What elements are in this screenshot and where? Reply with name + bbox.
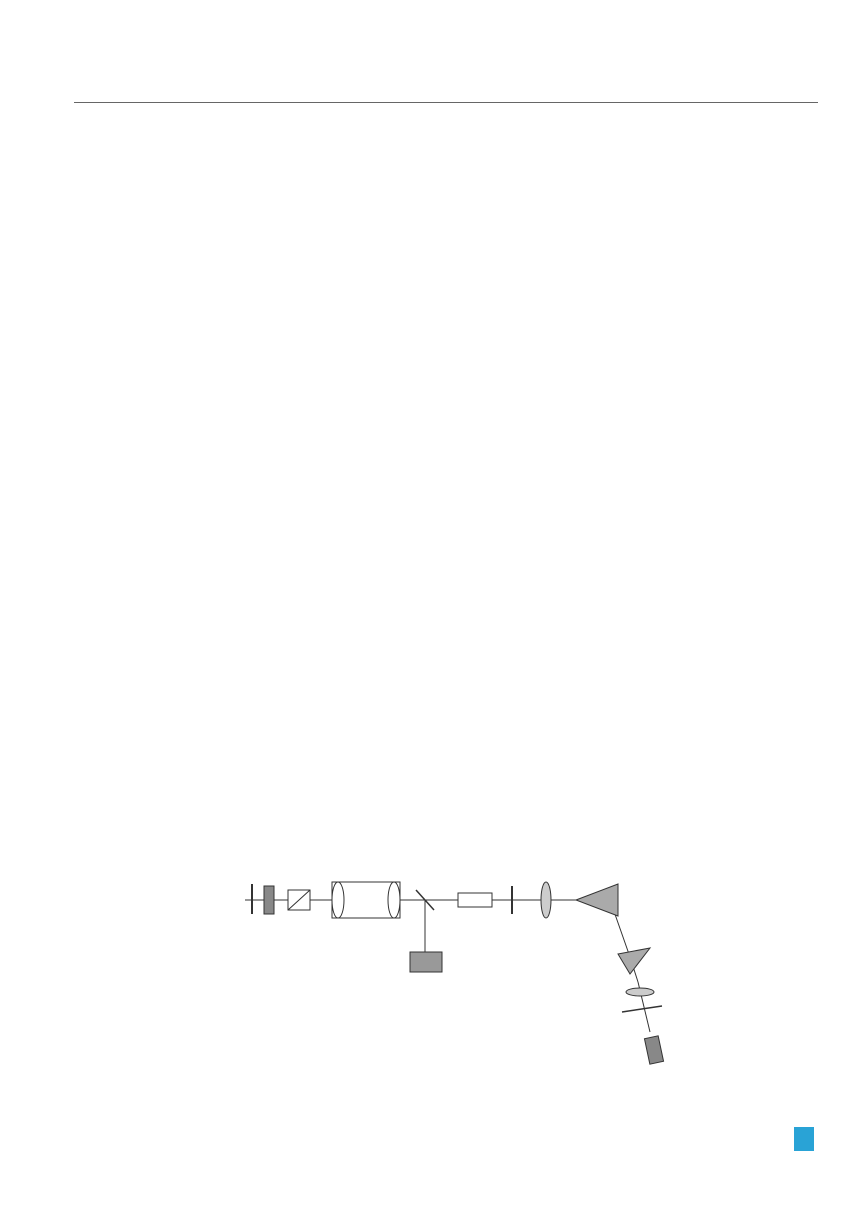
raman-spectrum-chart-c <box>95 473 535 658</box>
raman-spectrum-chart-b <box>95 290 535 475</box>
energy-meter <box>644 1036 663 1064</box>
prism-p1 <box>576 884 618 916</box>
srs-setup-diagram <box>190 862 720 1072</box>
slit <box>622 1006 662 1012</box>
header-rule <box>74 102 818 103</box>
raman-crystal <box>458 893 492 907</box>
page-number <box>794 1127 814 1151</box>
collimating-lens <box>626 988 654 996</box>
lens <box>541 882 551 918</box>
half-wave-plate <box>264 886 274 914</box>
section3-column-left <box>76 709 302 713</box>
photodiode <box>410 952 442 972</box>
raman-spectrum-chart-a <box>95 108 535 293</box>
